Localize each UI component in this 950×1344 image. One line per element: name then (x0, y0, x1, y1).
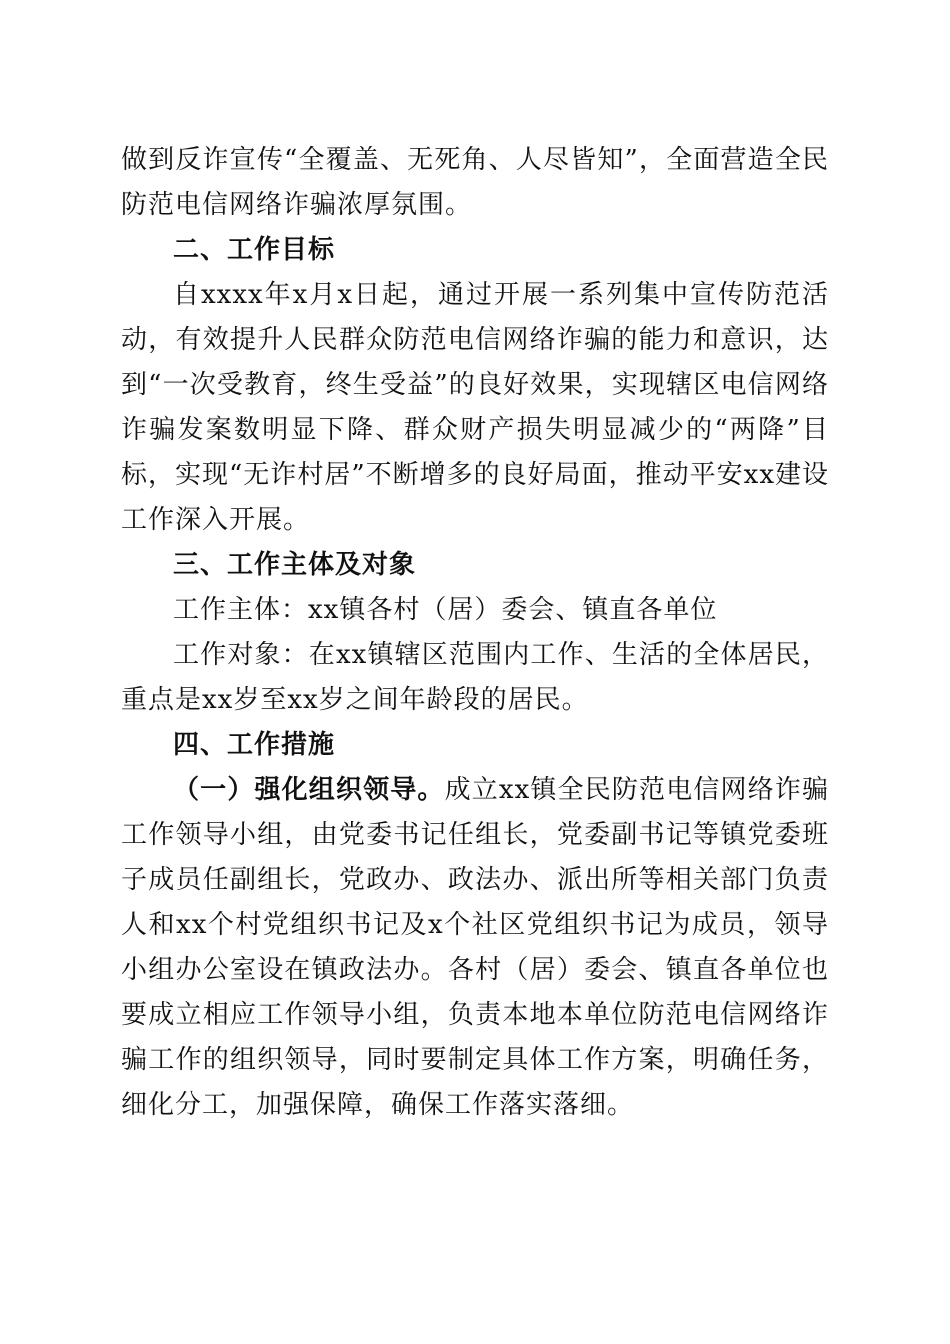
paragraph-work-target: 工作对象：在xx镇辖区范围内工作、生活的全体居民，重点是xx岁至xx岁之间年龄段的居民。 (121, 640, 829, 715)
section-heading-measures: 四、工作措施 (173, 730, 336, 760)
paragraph-goals: 自xxxx年x月x日起，通过开展一系列集中宣传防范活动，有效提升人民群众防范电信网络诈骗的能力和意识，达到“一次受教育，终生受益”的良好效果，实现辖区电信网络诈骗发案数明显下降、群众财产损失明显减少的“两降”目标，实现“无诈村居”不断增多的良好局面，推动平安xx建设工作深入开展。 (121, 280, 829, 535)
paragraph-measure-1 (121, 768, 829, 1128)
paragraph-work-subject: 工作主体：xx镇各村（居）委会、镇直各单位 (173, 595, 718, 625)
section-heading-subjects: 三、工作主体及对象 (173, 550, 417, 580)
measure-1-body: 成立xx镇全民防范电信网络诈骗工作领导小组，由党委书记任组长，党委副书记等镇党委班子成员任副组长，党政办、政法办、派出所等相关部门负责人和xx个村党组织书记及x个社区党组织书记为成员，领导小组办公室设在镇政法办。各村（居）委会、镇直各单位也要成立相应工作领导小组，负责本地本单位防范电信网络诈骗工作的组织领导，同时要制定具体工作方案，明确任务，细化分工，加强保障，确保工作落实落细。 (121, 775, 829, 1120)
paragraph-continuation: 做到反诈宣传“全覆盖、无死角、人尽皆知”，全面营造全民防范电信网络诈骗浓厚氛围。 (121, 145, 829, 220)
section-heading-goals: 二、工作目标 (173, 235, 336, 265)
document-body (121, 138, 829, 1128)
measure-1-lead: （一）强化组织领导。 (173, 775, 445, 805)
